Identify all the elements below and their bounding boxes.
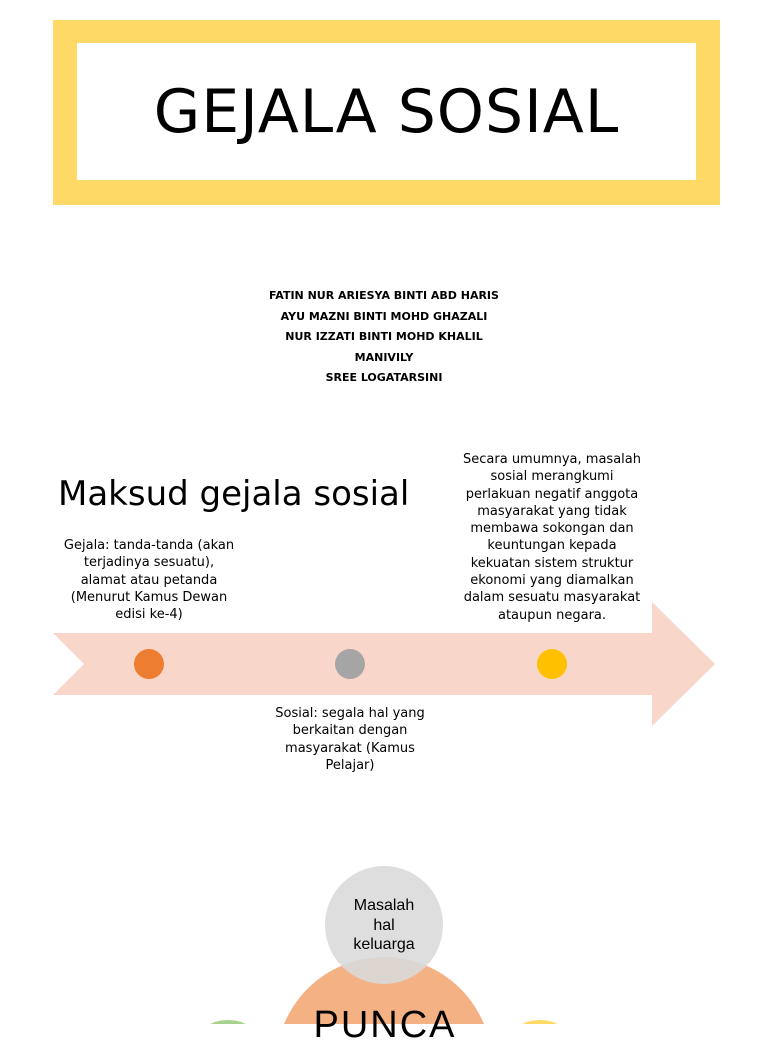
note-line: perlakuan negatif anggota	[465, 486, 639, 502]
bubble-line: keluarga	[353, 936, 415, 953]
note-line: Sosial: segala hal yang	[275, 706, 425, 721]
note-line: ataupun negara.	[497, 607, 607, 623]
timeline-dot-gray	[335, 649, 365, 679]
author-name: FATIN NUR ARIESYA BINTI ABD HARIS	[269, 289, 499, 302]
note-sosial	[265, 705, 435, 774]
bubble-line: hal	[373, 916, 395, 934]
note-line: Secara umumnya, masalah	[463, 452, 641, 467]
author-name: NUR IZZATI BINTI MOHD KHALIL	[285, 330, 483, 343]
note-line: keuntungan kepada	[487, 538, 617, 554]
note-line: masyarakat yang tidak	[477, 503, 627, 519]
note-line: kekuatan sistem struktur	[470, 555, 634, 571]
section-heading: Maksud gejala sosial	[58, 474, 410, 514]
bubble-line: Masalah	[353, 897, 415, 914]
note-line: edisi ke-4)	[115, 607, 183, 623]
note-line: Pelajar)	[325, 757, 375, 773]
note-line: dalam sesuatu masyarakat	[463, 590, 641, 606]
note-gejala	[55, 537, 243, 623]
note-line: terjadinya sesuatu),	[83, 555, 215, 571]
author-name: AYU MAZNI BINTI MOHD GHAZALI	[280, 309, 488, 323]
timeline-dot-orange	[134, 649, 164, 679]
note-line: alamat atau petanda	[80, 572, 218, 588]
note-masalah-sosial	[455, 451, 649, 624]
note-line: membawa sokongan dan	[470, 521, 634, 537]
note-line: Gejala: tanda-tanda (akan	[63, 538, 235, 553]
timeline-dot-yellow	[537, 649, 567, 679]
bubble-left-green	[186, 1020, 270, 1024]
note-line: ekonomi yang diamalkan	[470, 573, 634, 589]
note-line: sosial merangkumi	[490, 469, 614, 485]
bubble-masalah-hal-keluarga	[325, 896, 443, 955]
note-line: berkaitan dengan	[292, 723, 408, 739]
note-line: (Menurut Kamus Dewan	[70, 589, 228, 605]
author-name: SREE LOGATARSINI	[325, 371, 443, 384]
page-title: GEJALA SOSIAL	[153, 76, 620, 147]
note-line: masyarakat (Kamus	[285, 740, 415, 756]
author-name: MANIVILY	[354, 350, 414, 364]
bubble-right-yellow	[498, 1020, 582, 1024]
center-bubble-label: PUNCA	[313, 1004, 457, 1046]
